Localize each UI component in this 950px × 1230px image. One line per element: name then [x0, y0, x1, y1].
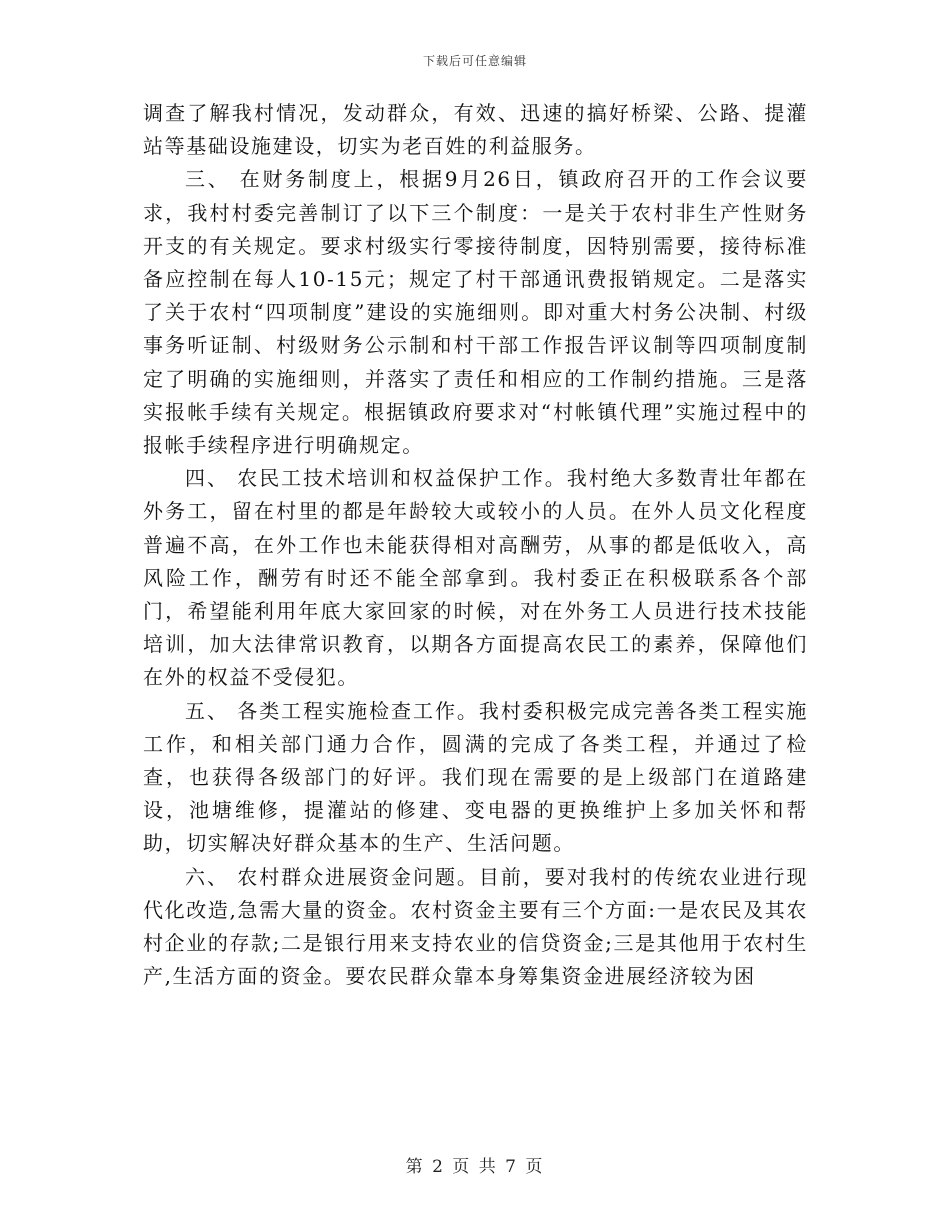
- page-header: 下载后可任意编辑: [422, 54, 527, 68]
- paragraph-1: 调查了解我村情况，发动群众，有效、迅速的搞好桥梁、公路、提灌站等基础设施建设，切实为老百姓的利益服务。: [143, 101, 808, 159]
- paragraph-2: 三、 在财务制度上，根据9月26日，镇政府召开的工作会议要求，我村村委完善制订了以下三个制度：一是关于农村非生产性财务开支的有关规定。要求村级实行零接待制度，因特别需要，接待标准备应控制在每人10-15元；规定了村干部通讯费报销规定。二是落实了关于农村“四项制度”建设的实施细则。即对重大村务公决制、村级事务听证制、村级财务公示制和村干部工作报告评议制等四项制度制定了明确的实施细则，并落实了责任和相应的工作制约措施。三是落实报帐手续有关规定。根据镇政府要求对“村帐镇代理”实施过程中的报帐手续程序进行明确规定。: [143, 167, 808, 458]
- document-body: [143, 97, 808, 993]
- page-number-footer: 第 2 页 共 7 页: [405, 1157, 545, 1177]
- paragraph-3: 四、 农民工技术培训和权益保护工作。我村绝大多数青壮年都在外务工，留在村里的都是年龄较大或较小的人员。在外人员文化程度普遍不高，在外工作也未能获得相对高酬劳，从事的都是低收入，高风险工作，酬劳有时还不能全部拿到。我村委正在积极联系各个部门，希望能利用年底大家回家的时候，对在外务工人员进行技术技能培训，加大法律常识教育，以期各方面提高农民工的素养，保障他们在外的权益不受侵犯。: [143, 466, 808, 690]
- paragraph-4: 五、 各类工程实施检查工作。我村委积极完成完善各类工程实施工作，和相关部门通力合作，圆满的完成了各类工程，并通过了检查，也获得各级部门的好评。我们现在需要的是上级部门在道路建设，池塘维修，提灌站的修建、变电器的更换维护上多加关怀和帮助，切实解决好群众基本的生产、生活问题。: [143, 698, 808, 856]
- paragraph-5: 六、 农村群众进展资金问题。目前，要对我村的传统农业进行现代化改造,急需大量的资金。农村资金主要有三个方面:一是农民及其农村企业的存款;二是银行用来支持农业的信贷资金;三是其他用于农村生产,生活方面的资金。要农民群众靠本身筹集资金进展经济较为困: [143, 864, 808, 989]
